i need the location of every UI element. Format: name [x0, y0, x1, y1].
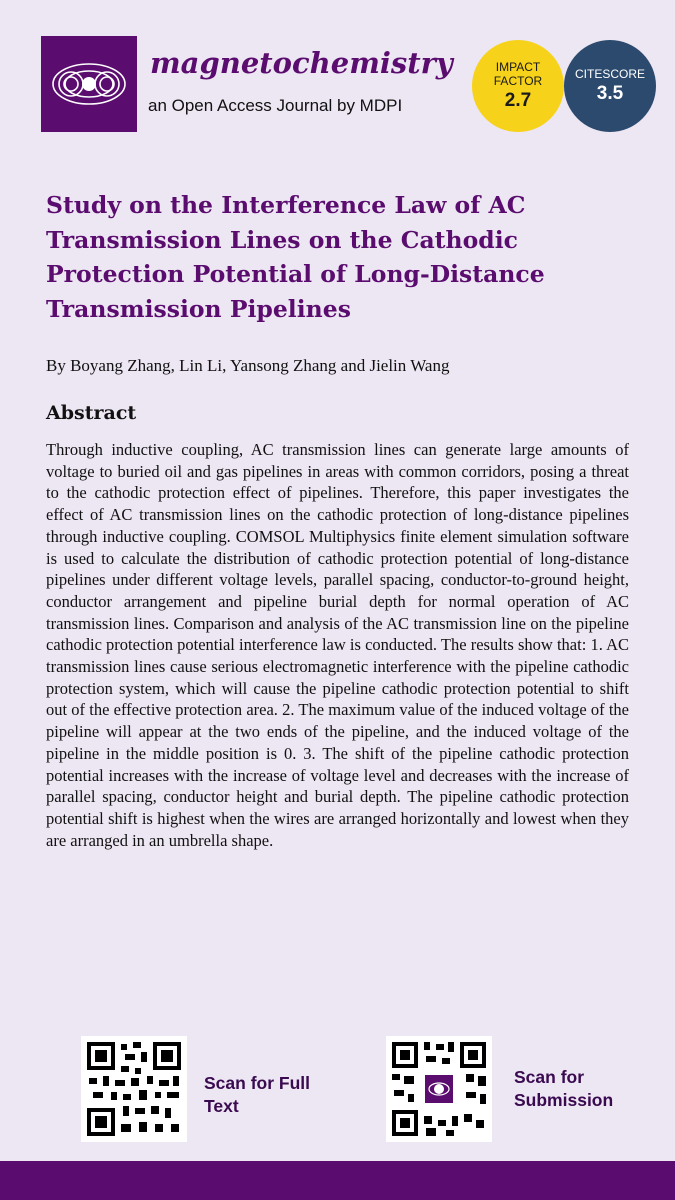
- journal-subtitle: an Open Access Journal by MDPI: [148, 96, 403, 115]
- journal-logo: [41, 36, 137, 132]
- qr-code-icon: [390, 1040, 488, 1138]
- qr-code-submission[interactable]: [386, 1036, 492, 1142]
- abstract-heading: Abstract: [46, 402, 137, 424]
- citescore-value: 3.5: [596, 83, 624, 104]
- impact-factor-badge: [472, 40, 564, 132]
- article-title: Study on the Interference Law of AC Transmission Lines on the Cathodic Protection Potential of Long-Distance Transmission Pipelines: [46, 191, 545, 323]
- scan-submission-label: Scan for Submission: [514, 1067, 614, 1110]
- impact-factor-label-line1: IMPACT: [495, 60, 541, 74]
- abstract-text: Through inductive coupling, AC transmission lines can generate large amounts of voltage to buried oil and gas pipelines in areas with common corridors, posing a threat to the cathodic protection effect of pipelines. Therefore, this paper investigates the effect of AC transmission lines on the cathodic protection of long-distance pipelines through inductive coupling. COMSOL Multiphysics finite element simulation software is used to calculate the distribution of cathodic protection potential of long-distance pipelines under different voltage levels, parallel spacing, conductor-to-ground height, conductor arrangement and pipeline burial depth for normal operation of AC transmission lines. Comparison and analysis of the AC transmission line on the pipeline cathodic protection potential interference law is conducted. The results show that: 1. AC transmission lines cause serious electromagnetic interference with the pipeline cathodic protection system, which will cause the pipeline cathodic protection potential to shift out of the effective protection area. 2. The maximum value of the induced voltage of the pipeline will appear at the two ends of the pipeline, and the induced voltage of the pipeline in the middle position is 0. 3. The shift of the pipeline cathodic protection potential increases with the increase of voltage level and decreases with the increase of parallel spacing, conductor height and burial depth. The pipeline cathodic protection potential shift is highest when the wires are arranged horizontally and lowest when they are arranged in an umbrella shape.: [46, 440, 629, 850]
- impact-factor-label-line2: FACTOR: [493, 74, 543, 88]
- magnetic-field-lines-icon: [41, 36, 137, 132]
- journal-name: magnetochemistry: [150, 46, 453, 80]
- footer-bar: [0, 1161, 675, 1200]
- citescore-label: CITESCORE: [574, 67, 645, 81]
- qr-code-full-text[interactable]: [81, 1036, 187, 1142]
- qr-code-icon: [85, 1040, 183, 1138]
- impact-factor-value: 2.7: [504, 90, 532, 111]
- scan-full-text-label: Scan for Full Text: [204, 1073, 310, 1116]
- citescore-badge: [564, 40, 656, 132]
- article-authors: By Boyang Zhang, Lin Li, Yansong Zhang and Jielin Wang: [46, 356, 450, 375]
